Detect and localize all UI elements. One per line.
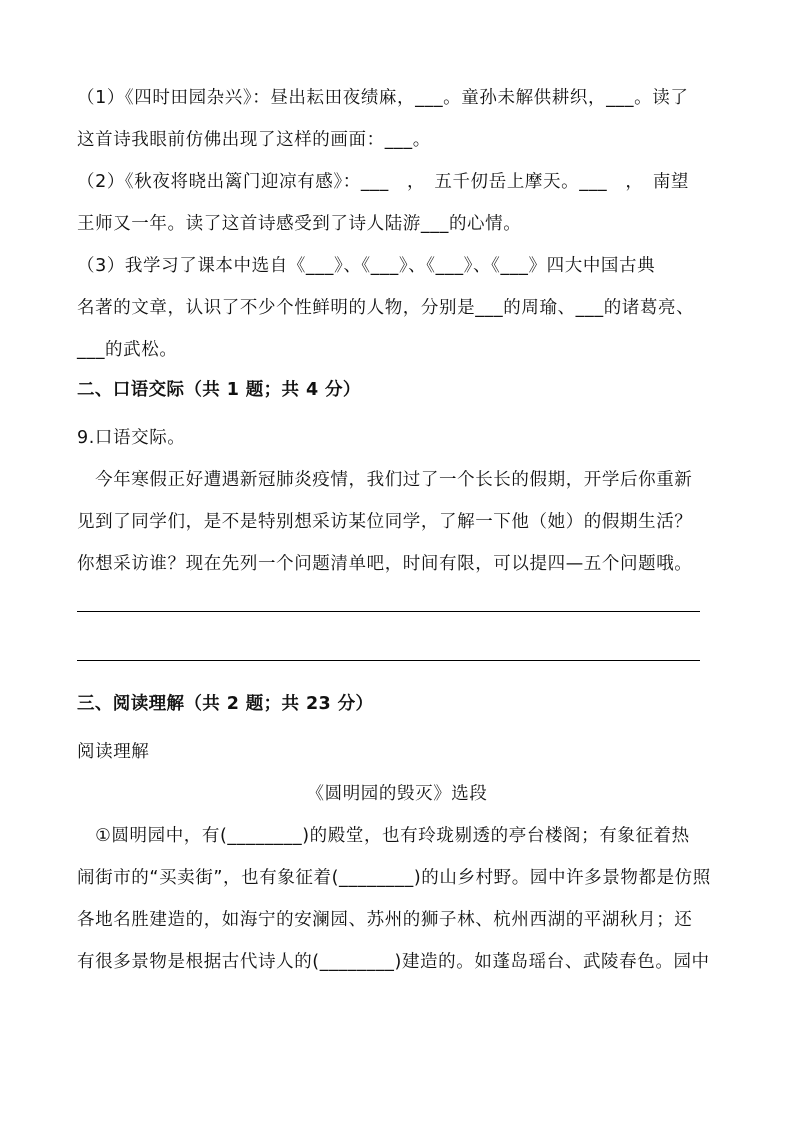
passage-line-4: 有很多景物是根据古代诗人的(________)建造的。如蓬岛瑶台、武陵春色。园中 <box>77 952 710 972</box>
answer-line-2[interactable] <box>77 660 700 661</box>
passage-title: 《圆明园的毁灭》选段 <box>306 784 488 804</box>
question-9-paragraph-line-1: 今年寒假正好遭遇新冠肺炎疫情，我们过了一个长长的假期，开学后你重新 <box>77 470 693 490</box>
passage-line-3: 各地名胜建造的，如海宁的安澜园、苏州的狮子林、杭州西湖的平湖秋月；还 <box>77 910 693 930</box>
section-heading-reading: 三、阅读理解（共 2 题；共 23 分） <box>77 694 374 714</box>
poem-item-1-line-1: （1）《四时田园杂兴》：昼出耘田夜绩麻，___。童孙未解供耕织，___。读了 <box>77 88 689 108</box>
poem-item-2-line-2: 王师又一年。读了这首诗感受到了诗人陆游___的心情。 <box>77 214 522 234</box>
passage-line-2: 闹街市的“买卖街”，也有象征着(________)的山乡村野。园中许多景物都是仿照 <box>77 868 711 888</box>
classics-item-line-1: （3）我学习了课本中选自《___》、《___》、《___》、《___》四大中国古典 <box>77 256 656 276</box>
section-heading-oral: 二、口语交际（共 1 题；共 4 分） <box>77 380 361 400</box>
answer-line-1[interactable] <box>77 611 700 612</box>
poem-item-1-line-2: 这首诗我眼前仿佛出现了这样的画面：___。 <box>77 130 431 150</box>
classics-item-line-2: 名著的文章，认识了不少个性鲜明的人物，分别是___的周瑜、___的诸葛亮、 <box>77 298 695 318</box>
classics-item-line-3: ___的武松。 <box>77 340 178 360</box>
question-9-paragraph-line-3: 你想采访谁？现在先列一个问题清单吧，时间有限，可以提四—五个问题哦。 <box>77 554 693 574</box>
question-9-paragraph-line-2: 见到了同学们，是不是特别想采访某位同学，了解一下他（她）的假期生活？ <box>77 512 693 532</box>
passage-line-1: ①圆明园中，有(________)的殿堂，也有玲珑剔透的亭台楼阁；有象征着热 <box>77 826 690 846</box>
poem-item-2-line-1: （2）《秋夜将晓出篱门迎凉有感》：___ ， 五千仞岳上摩天。___ ， 南望 <box>77 172 690 192</box>
question-9-title: 9.口语交际。 <box>77 428 186 448</box>
reading-label: 阅读理解 <box>77 742 150 762</box>
